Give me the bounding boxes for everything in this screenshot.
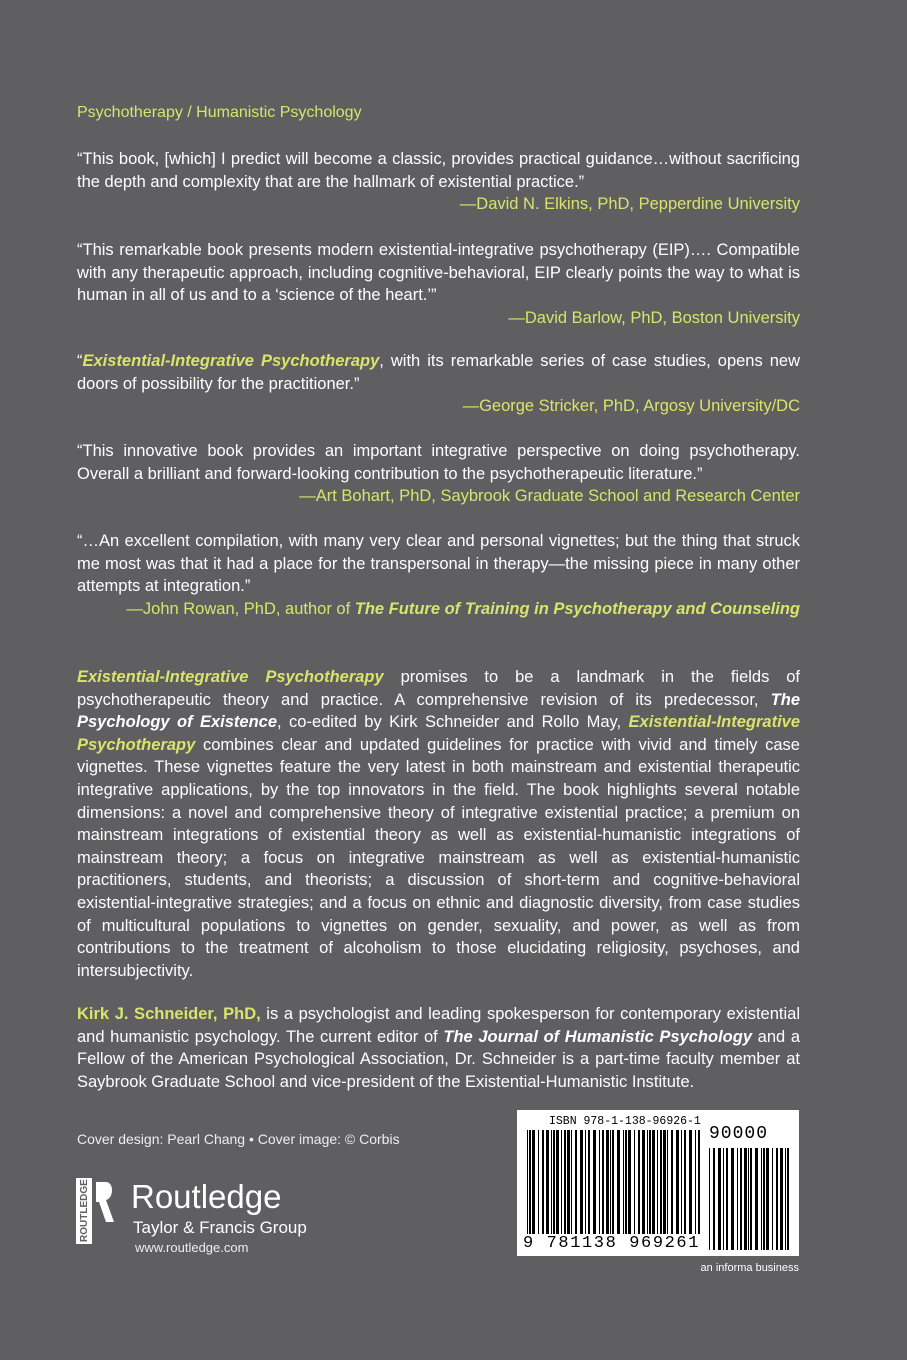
barcode-bar [551,1130,552,1234]
publisher-url: www.routledge.com [135,1240,249,1255]
quote-text: “Existential-Integrative Psychotherapy, with its remarkable series of case studies, opens new doors of possibility for the practitioner.” [77,352,800,393]
barcode-bar [649,1130,651,1234]
barcode-bar [606,1130,609,1234]
quote-text: “This remarkable book presents modern existential-integrative psychotherapy (EIP)…. Compatible with any therapeutic approach, including cognitive-behavioral, EIP clearly points the way to what is human in all of us and to a ‘science of the heart.’” [77,241,800,304]
barcode-bar [723,1148,724,1250]
barcode-bar [564,1130,566,1234]
quote-5 [77,530,800,620]
barcode-bar [780,1148,783,1250]
barcode-bar [599,1130,600,1234]
barcode-bar [529,1130,531,1234]
quote-attribution: —John Rowan, PhD, author of The Future of Training in Psychotherapy and Counseling [126,599,800,618]
barcode-bar [695,1130,696,1234]
barcode-bar [718,1148,721,1250]
barcode-bar [676,1130,679,1234]
barcode-bar [571,1130,572,1234]
quote-3 [77,350,800,418]
barcode-bar [588,1130,590,1234]
barcode-digits: 9 781138 969261 [523,1234,701,1253]
barcode-bar [553,1130,555,1234]
barcode-bar [737,1148,738,1250]
barcode-bar [660,1130,662,1234]
barcode-bar [527,1130,528,1234]
barcode-bar [532,1130,535,1234]
barcode-bar [744,1148,747,1250]
publisher-logo [76,1176,336,1256]
barcode-bar [585,1130,586,1234]
barcode-bar [623,1130,624,1234]
author-name: Kirk J. Schneider, PhD, [77,1005,261,1023]
quote-2 [77,239,800,329]
isbn-label: ISBN 978-1-138-96926-1 [549,1115,701,1128]
barcode-bar [593,1130,596,1234]
isbn-barcode [517,1110,799,1256]
cover-credits: Cover design: Pearl Chang • Cover image: © Corbis [77,1131,400,1147]
barcode-bar [542,1130,544,1234]
barcode-bar [755,1148,758,1250]
publisher-group: Taylor & Francis Group [133,1218,307,1237]
barcode-bar [766,1148,769,1250]
publisher-name: Routledge [131,1178,282,1215]
category-label: Psychotherapy / Humanistic Psychology [77,104,362,121]
barcode-bar [538,1130,539,1234]
barcode-bar [580,1130,583,1234]
quote-text: “This book, [which] I predict will become a classic, provides practical guidance…without sacrificing the depth and complexity that are the hallmark of existential practice.” [77,150,800,191]
quote-attribution: —David Barlow, PhD, Boston University [508,308,800,327]
barcode-bar [561,1130,562,1234]
quote-open: “ [77,352,83,370]
barcode-bar [740,1148,742,1250]
cited-book-title: The Future of Training in Psychotherapy and Counseling [354,599,800,618]
quote-text: “…An excellent compilation, with many very clear and personal vignettes; but the thing that struck me most was that it had a place for the transpersonal in therapy—the missing piece in many other attempts at integration.” [77,532,800,595]
barcode-bar [556,1130,559,1234]
barcode-bar [750,1148,752,1250]
price-addon: 90000 [709,1124,769,1144]
barcode-bar [776,1148,778,1250]
barcode-bar [671,1130,673,1234]
barcode-bar [602,1130,604,1234]
barcode-bar [546,1130,549,1234]
barcode-bar [681,1130,682,1234]
barcode-bar [567,1130,570,1234]
barcode-bar [684,1130,686,1234]
quote-text: “This innovative book provides an important integrative perspective on doing psychotherapy. Overall a brilliant and forward-looking contribution to the psychotherapeutic literature.” [77,442,800,483]
barcode-bar [698,1130,700,1234]
barcode-bar [761,1148,762,1250]
quote-attribution: —George Stricker, PhD, Argosy University/DC [462,397,800,415]
barcode-bar [763,1148,765,1250]
barcode-bar [663,1130,666,1234]
barcode-bar [689,1130,692,1234]
barcode-bar [785,1148,786,1250]
quote-attribution: —Art Bohart, PhD, Saybrook Graduate School and Research Center [299,487,800,505]
barcode-bar [709,1148,710,1250]
barcode-bar [726,1148,728,1250]
quote-1 [77,148,800,216]
author-bio: Kirk J. Schneider, PhD, is a psychologist and leading spokesperson for contemporary existential and humanistic psychology. The current editor of The Journal of Humanistic Psychology and a Fellow of the American Psychological Association, Dr. Schneider is a part-time faculty member at Saybrook Graduate School and vice-president of the Existential-Humanistic Institute. [77,1005,800,1091]
quote-attribution: —David N. Elkins, PhD, Pepperdine University [459,195,800,213]
barcode-bar [575,1130,577,1234]
barcode-bar [772,1148,773,1250]
barcode-bar [638,1130,640,1234]
book-description: Existential-Integrative Psychotherapy promises to be a landmark in the fields of psychotherapeutic theory and practice. A comprehensive revision of its predecessor, The Psychology of Existence, co-edited by Kirk Schneider and Rollo May, Existential-Integrative Psychotherapy combines clear and updated guidelines for practice with vivid and timely case vignettes. These vignettes feature the very latest in both mainstream and existential therapeutic integrative applications, by the top innovators in the field. The book highlights several notable dimensions: a novel and comprehensive theory of integrative existential practice; a premium on mainstream integrations of existential theory as well as existential-humanistic integrations of mainstream theory; a focus on integrative mainstream as well as existential-humanistic practitioners, students, and theorists; a discussion of short-term and cognitive-behavioral existential-integrative strategies; and a focus on ethnic and diagnostic diversity, from case studies of multicultural populations to vignettes on gender, sexuality, and power, as well as from contributions to the treatment of alcoholism to those elucidating religiosity, psychoses, and intersubjectivity. [77,668,801,980]
barcode-bar [617,1130,620,1234]
routledge-logo-icon [76,1178,116,1244]
svg-text:ROUTLEDGE: ROUTLEDGE [79,1179,90,1242]
barcode-bar [787,1148,789,1250]
quote-4 [77,440,800,508]
book-title: Existential-Integrative Psychotherapy [82,352,380,370]
barcode-bar [612,1130,614,1234]
barcode-bar [642,1130,645,1234]
barcode-bar [652,1130,655,1234]
barcode-bar [748,1148,749,1250]
barcode-bar [713,1148,715,1250]
barcode-bar [647,1130,648,1234]
barcode-bar [667,1130,668,1234]
informa-tagline: an informa business [700,1262,799,1274]
barcode-bar [634,1130,635,1234]
barcode-bar [731,1148,734,1250]
barcode-bar [625,1130,627,1234]
barcode-bar [628,1130,631,1234]
barcode-bar [657,1130,658,1234]
barcode-bar [610,1130,611,1234]
